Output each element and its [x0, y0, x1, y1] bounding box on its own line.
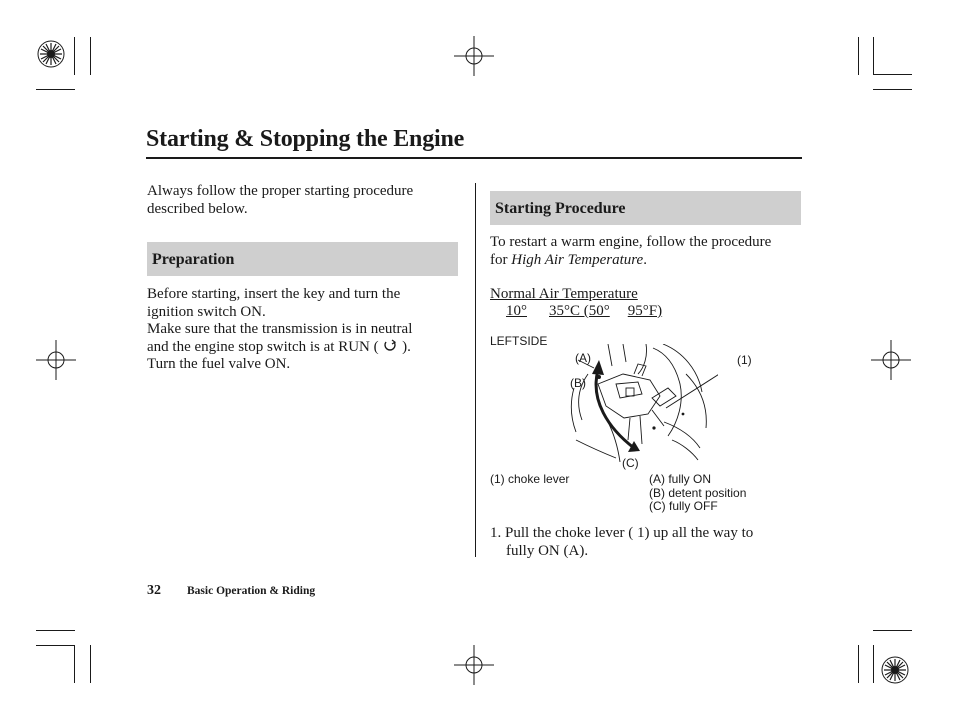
intro-line: described below. — [147, 200, 248, 217]
crosshair-mark-icon — [454, 645, 494, 685]
restart-line — [490, 252, 810, 270]
page-title: Starting & Stopping the Engine — [146, 126, 465, 152]
preparation-line: ignition switch ON. — [147, 303, 266, 320]
preparation-line: Turn the fuel valve ON. — [147, 356, 291, 372]
crop-mark — [873, 37, 874, 75]
temp-low: 10° — [506, 303, 527, 319]
run-line-text: and the engine stop switch is at RUN ( — [147, 338, 379, 355]
registration-mark-icon — [36, 39, 66, 69]
temp-high-c: 35°C (50° — [549, 303, 610, 319]
preparation-line: Before starting, insert the key and turn the — [147, 286, 401, 302]
temp-range — [506, 303, 662, 321]
preparation-line: Make sure that the transmission is in neutral — [147, 321, 413, 337]
step-1 — [490, 525, 810, 560]
crop-mark — [873, 645, 874, 683]
crop-mark — [873, 89, 912, 90]
preparation-heading-text: Preparation — [152, 251, 235, 268]
crop-mark — [90, 645, 91, 683]
legend-item: (B) detent position — [649, 485, 747, 500]
crop-mark — [858, 37, 859, 75]
crop-mark — [74, 645, 75, 683]
restart-line: To restart a warm engine, follow the procedure — [490, 234, 772, 250]
crop-mark — [36, 645, 75, 646]
normal-temp-heading: Normal Air Temperature — [490, 286, 638, 302]
crop-mark — [873, 630, 912, 631]
intro-paragraph — [147, 183, 467, 218]
column-divider — [475, 183, 476, 557]
temp-high-f: 95°F) — [627, 303, 663, 319]
crosshair-mark-icon — [871, 340, 911, 380]
registration-mark-icon — [880, 655, 910, 685]
callout-a: (A) — [575, 351, 591, 365]
crosshair-mark-icon — [36, 340, 76, 380]
crop-mark — [858, 645, 859, 683]
intro-line: Always follow the proper starting procedure — [147, 183, 414, 199]
page-number: 32 — [147, 583, 161, 598]
starting-procedure-heading — [490, 191, 801, 225]
title-rule — [146, 157, 802, 159]
callout-c: (C) — [622, 456, 639, 470]
crop-mark — [873, 74, 912, 75]
restart-paragraph — [490, 234, 810, 269]
preparation-line — [147, 339, 467, 357]
crop-mark — [36, 630, 75, 631]
run-line-end: ). — [402, 338, 411, 355]
preparation-paragraph — [147, 286, 467, 374]
crop-mark — [74, 37, 75, 75]
section-label: Basic Operation & Riding — [187, 585, 316, 597]
step-1-line: fully ON (A). — [506, 542, 589, 559]
crosshair-mark-icon — [454, 36, 494, 76]
callout-b: (B) — [570, 376, 586, 390]
engine-run-icon — [382, 339, 398, 352]
restart-prefix: for — [490, 251, 512, 268]
restart-suffix: . — [643, 251, 647, 268]
legend-item: (C) fully OFF — [649, 499, 718, 513]
legend-item: (A) fully ON — [649, 472, 712, 486]
step-1-line: 1. Pull the choke lever ( 1) up all the way to — [490, 525, 754, 541]
callout-1: (1) — [737, 353, 752, 367]
crop-mark — [90, 37, 91, 75]
figure-legend-right — [649, 473, 746, 514]
preparation-heading — [147, 242, 458, 276]
crop-mark — [36, 89, 75, 90]
high-air-temperature-reference: High Air Temperature — [511, 251, 644, 268]
figure-legend-left: (1) choke lever — [490, 472, 570, 486]
figure-side-label: LEFTSIDE — [490, 334, 548, 348]
starting-procedure-heading-text: Starting Procedure — [495, 200, 626, 217]
